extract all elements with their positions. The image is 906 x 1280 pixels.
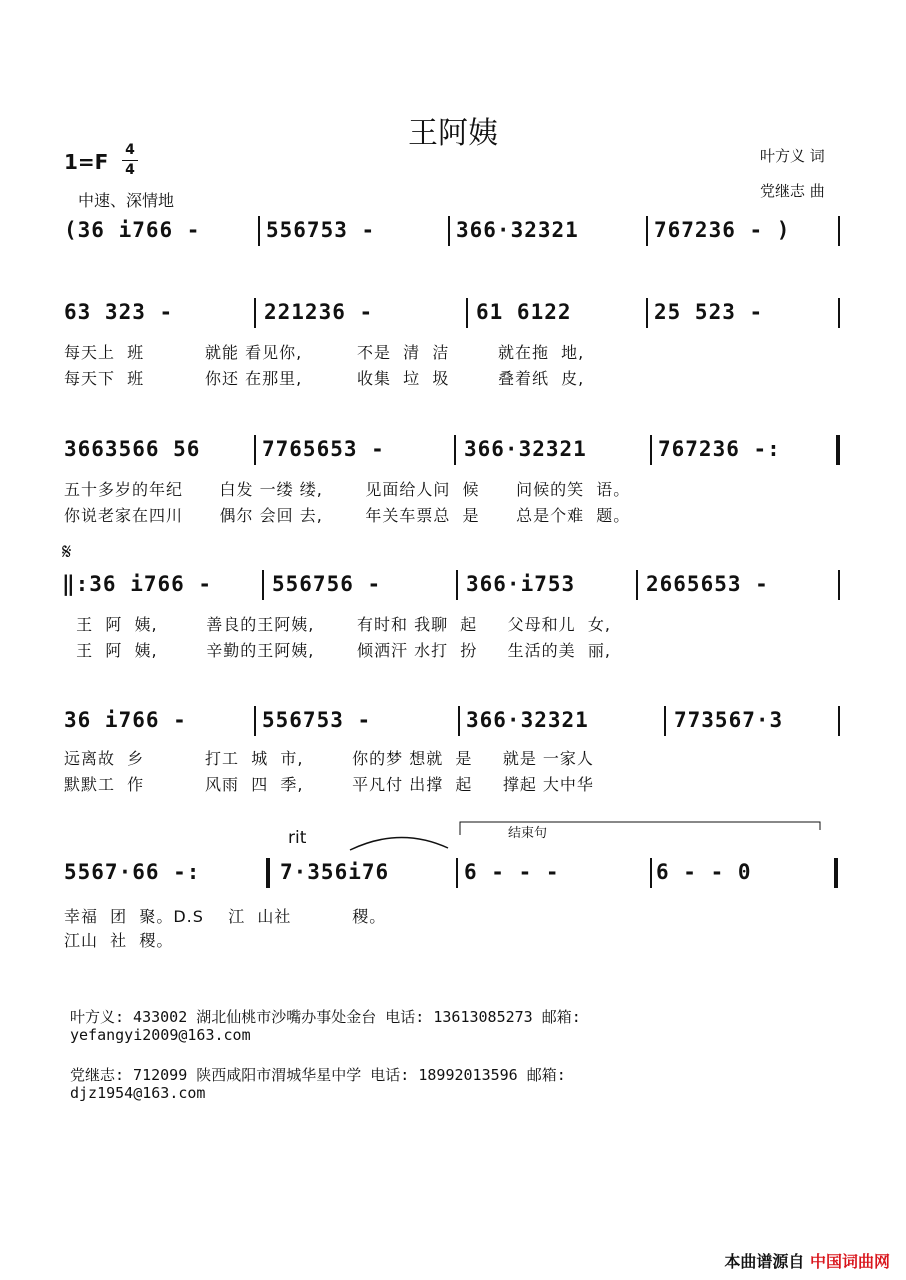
lyric-line: 王 阿 姨, 辛勤的王阿姨, 倾洒汗 水打 扮 生活的美 丽, (64, 641, 611, 660)
contact-email: djz1954@163.com (70, 1084, 206, 1102)
measure: 366·32321 (466, 708, 589, 732)
composer-credit: 党继志 曲 (760, 182, 825, 200)
source-prefix: 本曲谱源自 (724, 1252, 805, 1271)
measure: 556756 - (272, 572, 382, 596)
measure: 767236 - ) (654, 218, 791, 242)
segno-icon: 𝄋 (62, 540, 72, 565)
measure: 61 6122 (476, 300, 572, 324)
source-credit (724, 1249, 890, 1272)
source-site-link[interactable]: 中国词曲网 (809, 1252, 890, 1271)
measure: 366·32321 (456, 218, 579, 242)
final-bar (834, 858, 838, 888)
measure: 366·i753 (466, 572, 576, 596)
lyricist-credit: 叶方义 词 (760, 147, 825, 165)
contact-line: 叶方义: 433002 湖北仙桃市沙嘴办事处金台 电话: 13613085273 邮箱: (70, 1008, 581, 1026)
measure: 25 523 - (654, 300, 764, 324)
contact-line: 党继志: 712099 陕西咸阳市渭城华星中学 电话: 18992013596 邮箱: (70, 1066, 566, 1084)
lyric-line: 每天上 班 就能 看见你, 不是 清 洁 就在拖 地, (64, 343, 585, 362)
measure: 366·32321 (464, 437, 587, 461)
tempo-marking: 中速、深情地 (78, 191, 175, 210)
measure: 556753 - (266, 218, 376, 242)
contact-email: yefangyi2009@163.com (70, 1026, 251, 1044)
measure: 6 - - - (464, 860, 560, 884)
measure: 36 i766 - (64, 708, 187, 732)
time-top: 4 (125, 142, 135, 158)
measure: 7765653 - (262, 437, 385, 461)
lyric-line: 五十多岁的年纪 白发 一缕 缕, 见面给人问 候 问候的笑 语。 (64, 480, 631, 499)
lyric-line: 王 阿 姨, 善良的王阿姨, 有时和 我聊 起 父母和儿 女, (64, 615, 611, 634)
time-bottom: 4 (125, 162, 135, 178)
lyric-line: 你说老家在四川 偶尔 会回 去, 年关车票总 是 总是个难 题。 (64, 506, 631, 525)
lyric-line: 每天下 班 你还 在那里, 收集 垃 圾 叠着纸 皮, (64, 369, 585, 388)
ending-label: 结束句 (508, 826, 548, 841)
measure: 767236 -: (658, 437, 781, 461)
repeat-end-bar (266, 858, 270, 888)
lyric-line: 幸福 团 聚。D.S 江 山社 稷。 (64, 907, 387, 926)
lyric-line: 远离故 乡 打工 城 市, 你的梦 想就 是 就是 一家人 (64, 749, 594, 768)
key-signature: 1=F (64, 150, 109, 174)
measure: 6 - - 0 (656, 860, 752, 884)
measure: 7·356i76 (280, 860, 390, 884)
lyric-line: 默默工 作 风雨 四 季, 平凡付 出撑 起 撑起 大中华 (64, 775, 594, 794)
measure: ‖:36 i766 - (62, 572, 213, 596)
lyric-line: 江山 社 稷。 (64, 931, 174, 950)
measure: (36 i766 - (64, 218, 201, 242)
measure: 63 323 - (64, 300, 174, 324)
measure: 5567·66 -: (64, 860, 201, 884)
bar-line (650, 858, 652, 888)
measure: 556753 - (262, 708, 372, 732)
measure: 2665653 - (646, 572, 769, 596)
measure: 221236 - (264, 300, 374, 324)
measure: 773567·3 (674, 708, 784, 732)
measure: 3663566 56 (64, 437, 201, 461)
rit-marking: rit (288, 828, 307, 848)
song-title: 王阿姨 (408, 116, 498, 151)
bar-line (456, 858, 458, 888)
